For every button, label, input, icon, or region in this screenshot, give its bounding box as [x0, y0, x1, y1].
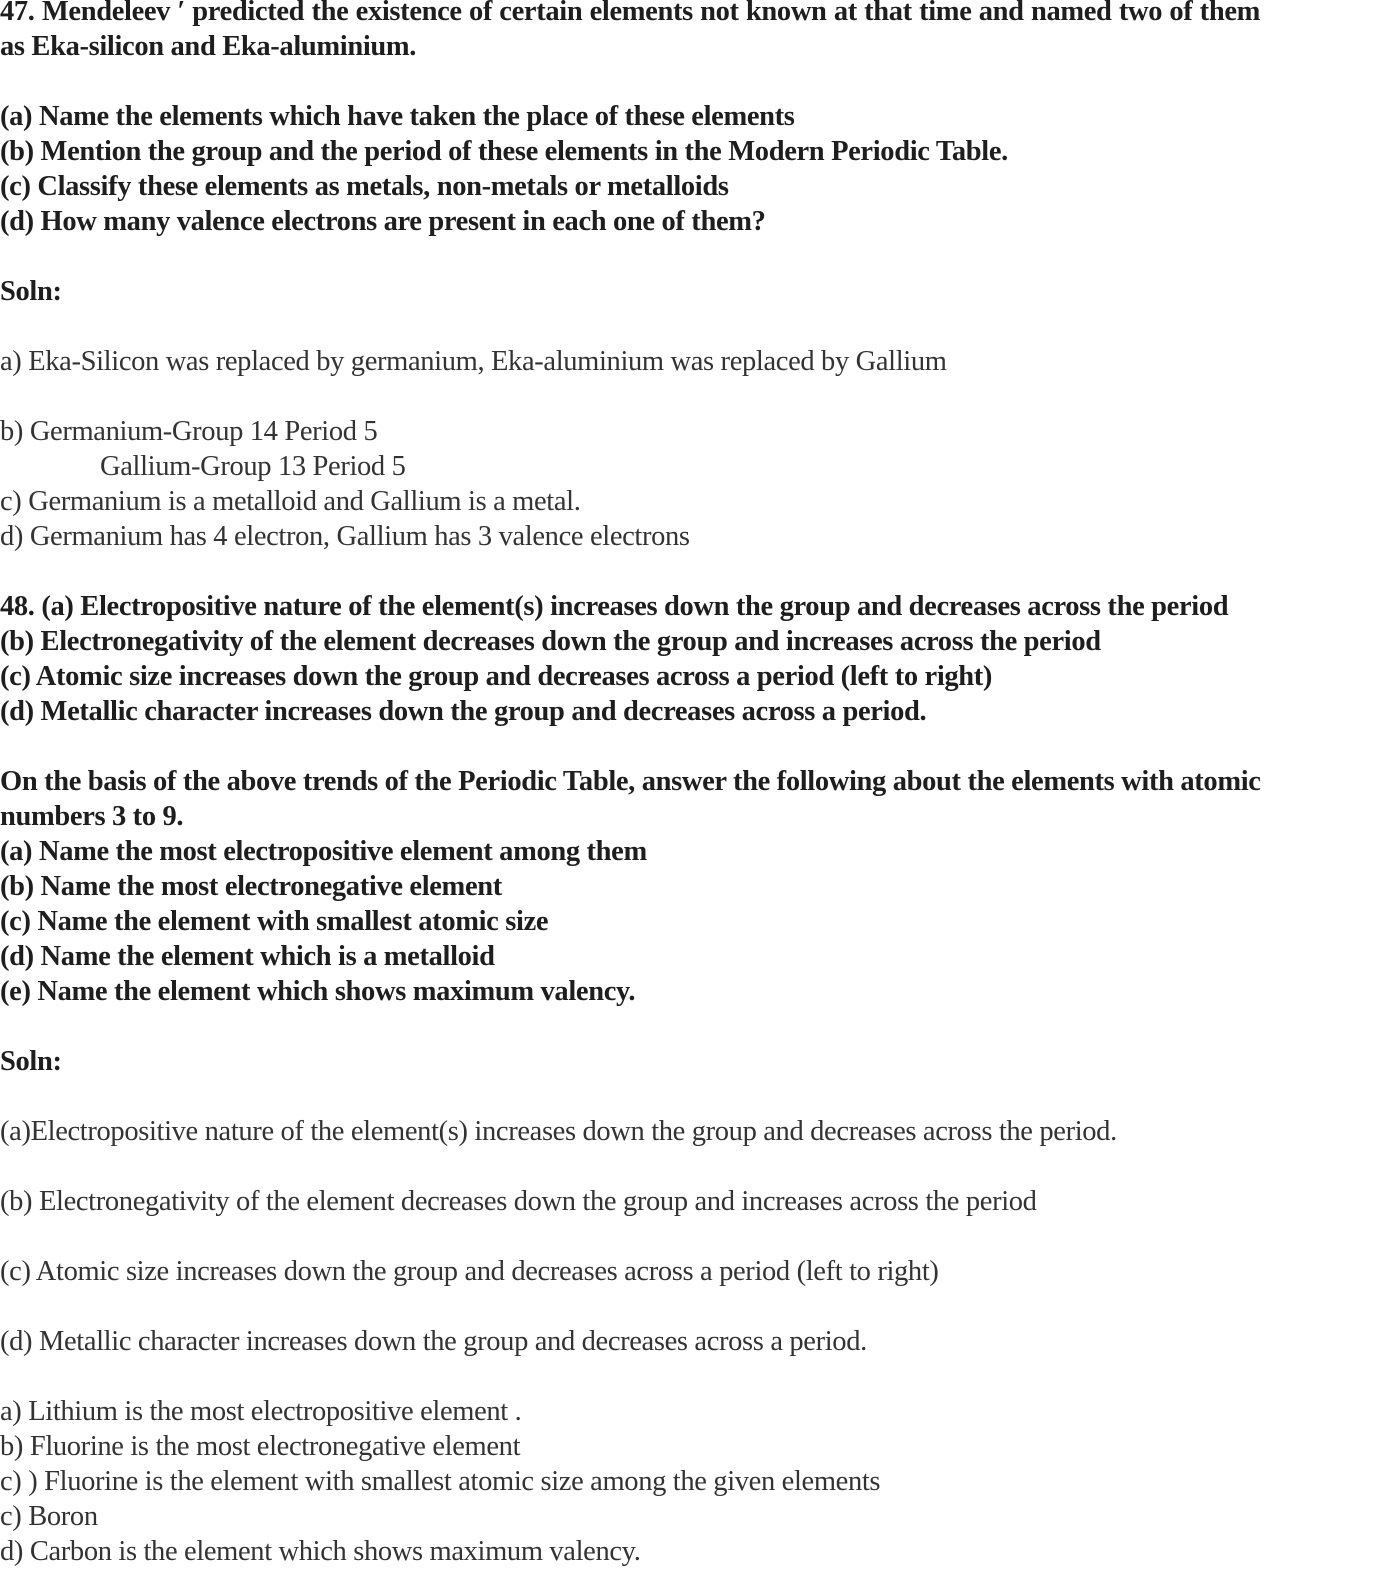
- q48-trend-answer-a: (a)Electropositive nature of the element(s) increases down the group and decreases across the period.: [0, 1116, 1117, 1147]
- q48-answer-e: d) Carbon is the element which shows maximum valency.: [0, 1536, 641, 1567]
- q48-trend-c: (c) Atomic size increases down the group and decreases across a period (left to right): [0, 661, 993, 692]
- q47-question-part-c: (c) Classify these elements as metals, non-metals or metalloids: [0, 171, 729, 202]
- q48-trend-b: (b) Electronegativity of the element decreases down the group and increases across the period: [0, 626, 1101, 657]
- q48-answer-d: c) Boron: [0, 1501, 98, 1532]
- q48-answer-b: b) Fluorine is the most electronegative element: [0, 1431, 521, 1462]
- q48-trend-answer-c: (c) Atomic size increases down the group and decreases across a period (left to right): [0, 1256, 939, 1287]
- q48-trend-answer-d: (d) Metallic character increases down the group and decreases across a period.: [0, 1326, 867, 1357]
- q47-answer-c: c) Germanium is a metalloid and Gallium is a metal.: [0, 486, 581, 517]
- q48-answer-a: a) Lithium is the most electropositive element .: [0, 1396, 522, 1427]
- q47-answer-d: d) Germanium has 4 electron, Gallium has 3 valence electrons: [0, 521, 690, 552]
- q48-question-part-c: (c) Name the element with smallest atomic size: [0, 906, 549, 937]
- q47-answer-a: a) Eka-Silicon was replaced by germanium, Eka-aluminium was replaced by Gallium: [0, 346, 947, 377]
- q47-answer-b-cont: Gallium-Group 13 Period 5: [100, 451, 406, 482]
- q48-trend-answer-b: (b) Electronegativity of the element decreases down the group and increases across the period: [0, 1186, 1037, 1217]
- q48-trend-a: 48. (a) Electropositive nature of the element(s) increases down the group and decreases across the period: [0, 591, 1229, 622]
- q48-question-part-b: (b) Name the most electronegative element: [0, 871, 502, 902]
- q48-answer-c: c) ) Fluorine is the element with smallest atomic size among the given elements: [0, 1466, 881, 1497]
- q48-question-intro: On the basis of the above trends of the Periodic Table, answer the following about the elements with atomic: [0, 766, 1261, 797]
- q48-question-part-e: (e) Name the element which shows maximum valency.: [0, 976, 636, 1007]
- q47-question-line: 47. Mendeleev ′ predicted the existence of certain elements not known at that time and named two of them: [0, 0, 1261, 27]
- q47-question-line: as Eka-silicon and Eka-aluminium.: [0, 31, 417, 62]
- q47-question-part-a: (a) Name the elements which have taken the place of these elements: [0, 101, 795, 132]
- q47-soln-label: Soln:: [0, 276, 62, 307]
- q47-question-part-b: (b) Mention the group and the period of these elements in the Modern Periodic Table.: [0, 136, 1008, 167]
- q47-answer-b: b) Germanium-Group 14 Period 5: [0, 416, 378, 447]
- q48-question-part-a: (a) Name the most electropositive element among them: [0, 836, 647, 867]
- q47-question-part-d: (d) How many valence electrons are present in each one of them?: [0, 206, 766, 237]
- q48-trend-d: (d) Metallic character increases down the group and decreases across a period.: [0, 696, 927, 727]
- q48-question-intro-cont: numbers 3 to 9.: [0, 801, 184, 832]
- q48-soln-label: Soln:: [0, 1046, 62, 1077]
- q48-question-part-d: (d) Name the element which is a metalloid: [0, 941, 495, 972]
